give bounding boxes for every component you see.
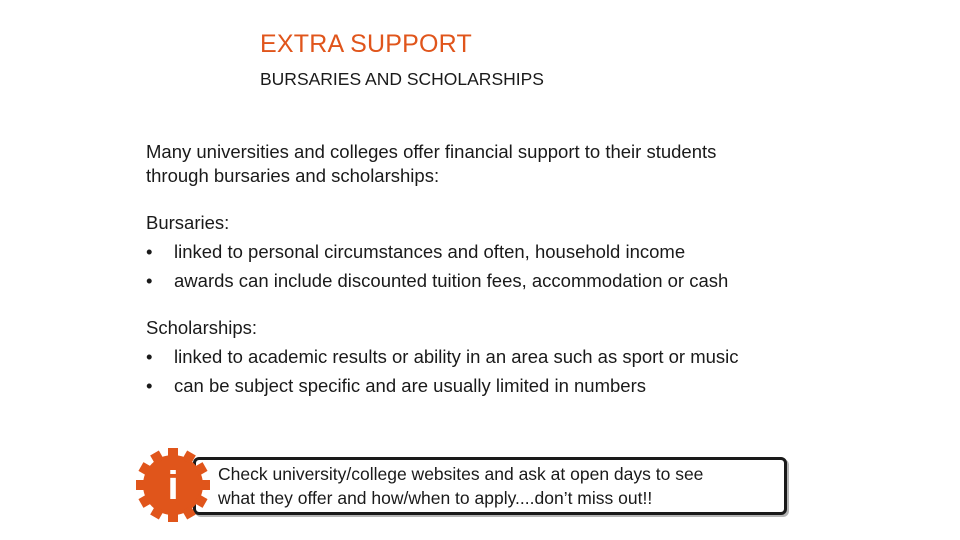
scholarships-item-1 [146, 342, 826, 371]
intro-line-1: Many universities and colleges offer financial support to their students [146, 141, 717, 162]
bursaries-heading: Bursaries: [146, 212, 230, 233]
info-box [193, 457, 787, 515]
main-content [146, 140, 826, 418]
bursaries-list [146, 237, 826, 295]
scholarships-list [146, 342, 826, 400]
info-gear-icon [133, 447, 213, 523]
bursaries-item-text-1: linked to personal circumstances and often, household income [174, 241, 686, 262]
scholarships-heading: Scholarships: [146, 317, 258, 338]
scholarships-item-text-1: linked to academic results or ability in an area such as sport or music [174, 346, 739, 367]
info-callout [133, 447, 793, 523]
bursaries-item-2 [146, 266, 826, 295]
bursaries-item-1 [146, 237, 826, 266]
bullet-icon: • [146, 270, 153, 291]
page-subtitle: BURSARIES AND SCHOLARSHIPS [260, 69, 544, 89]
info-line-2: what they offer and how/when to apply....don’t miss out!! [218, 488, 653, 508]
scholarships-item-2 [146, 371, 826, 400]
bullet-icon: • [146, 346, 153, 367]
bullet-icon: • [146, 375, 153, 396]
bursaries-section [146, 208, 826, 295]
page-title: EXTRA SUPPORT [260, 30, 472, 58]
info-icon-letter: i [167, 464, 179, 508]
intro-line-2: through bursaries and scholarships: [146, 165, 440, 186]
bullet-icon: • [146, 241, 153, 262]
info-line-1: Check university/college websites and ask at open days to see [218, 464, 704, 484]
intro-paragraph [146, 140, 826, 188]
scholarships-section [146, 313, 826, 400]
scholarships-item-text-2: can be subject specific and are usually limited in numbers [174, 375, 646, 396]
bursaries-item-text-2: awards can include discounted tuition fees, accommodation or cash [174, 270, 729, 291]
info-text [218, 462, 703, 510]
